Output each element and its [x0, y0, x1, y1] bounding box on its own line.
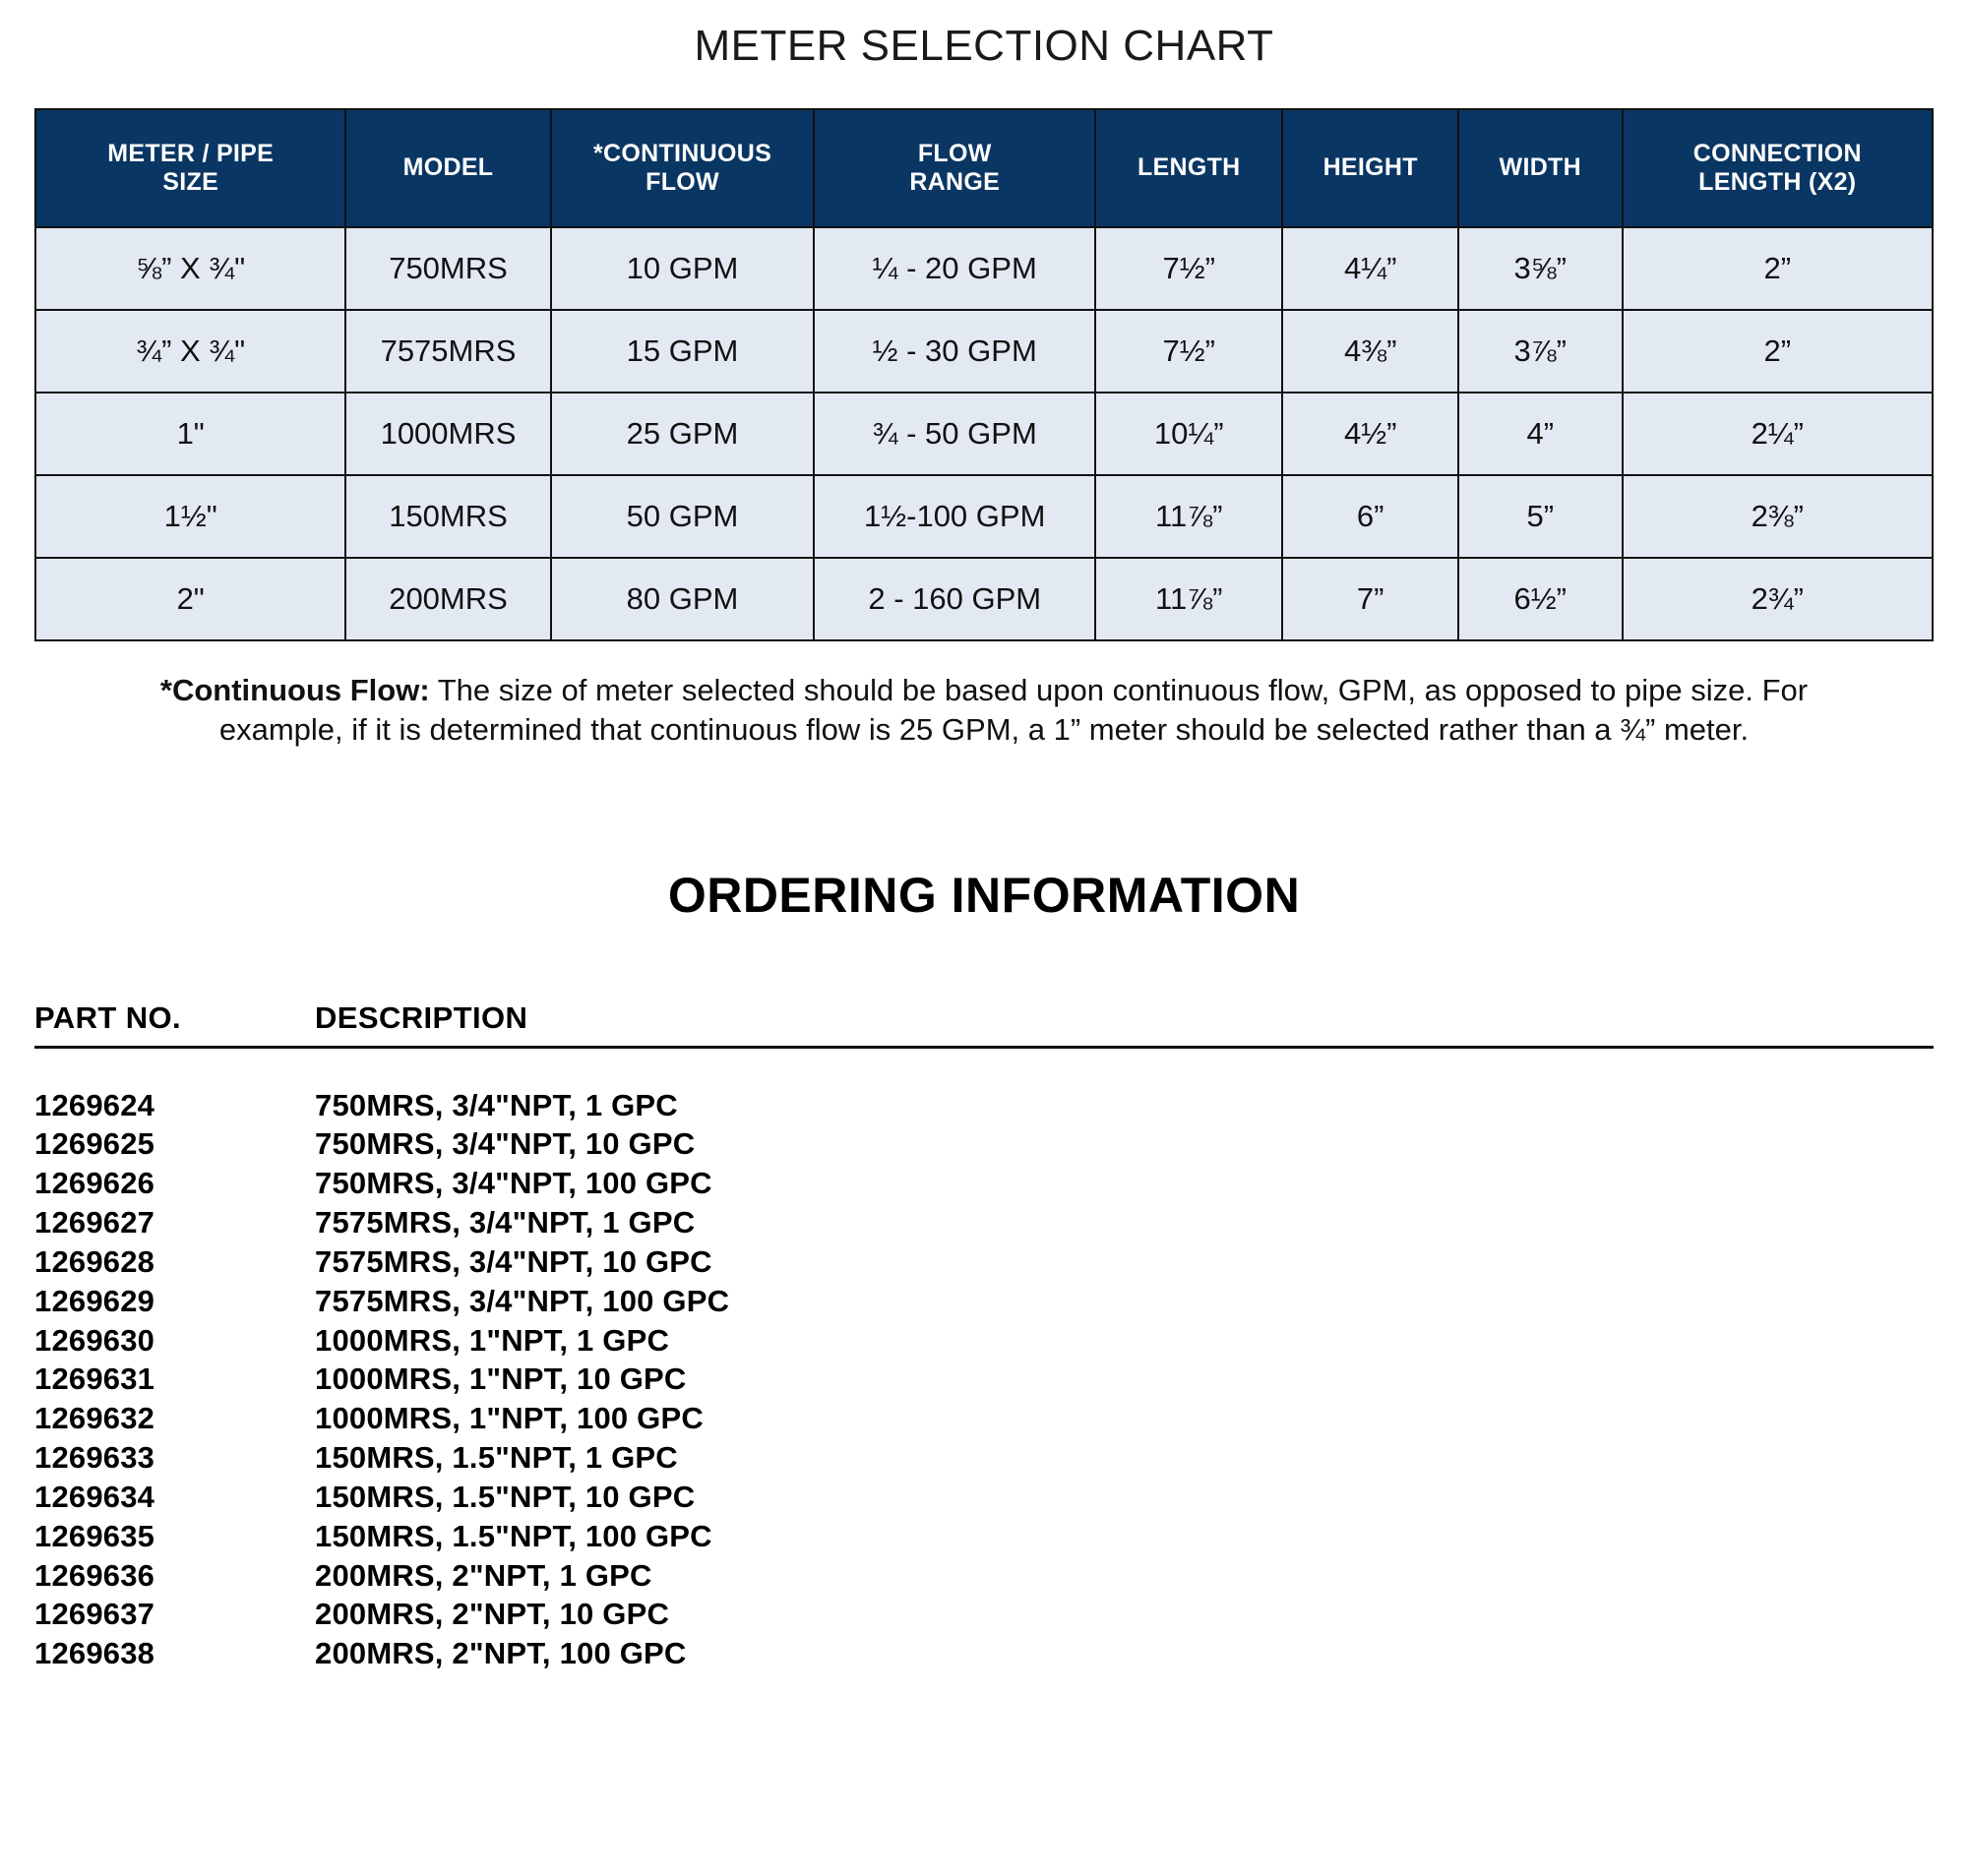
part-number: 1269635: [34, 1518, 155, 1553]
ordering-information-title: ORDERING INFORMATION: [667, 867, 1301, 923]
ordering-header-divider: [34, 1046, 1934, 1049]
cell-length: 11⅞”: [1095, 475, 1282, 558]
column-header-continuous-flow: [551, 109, 815, 227]
part-description: 1000MRS, 1"NPT, 10 GPC: [315, 1362, 687, 1397]
part-number: 1269638: [34, 1636, 155, 1671]
cell-size: 1": [35, 393, 345, 475]
part-number: 1269626: [34, 1166, 155, 1201]
header-line-2: SIZE: [162, 168, 219, 196]
cell-size: ¾” X ¾": [35, 310, 345, 393]
cell-length: 7½”: [1095, 310, 1282, 393]
part-number: 1269630: [34, 1322, 155, 1358]
column-header-height: [1282, 109, 1458, 227]
table-row: [35, 475, 1933, 558]
part-description: 750MRS, 3/4"NPT, 10 GPC: [315, 1126, 696, 1162]
part-number: 1269637: [34, 1597, 155, 1632]
header-line-1: HEIGHT: [1322, 153, 1418, 182]
continuous-flow-footnote: [148, 671, 1820, 751]
ordering-list: [34, 1086, 1968, 1673]
table-row: [35, 393, 1933, 475]
part-description: 1000MRS, 1"NPT, 1 GPC: [315, 1322, 670, 1358]
cell-model: 750MRS: [345, 227, 550, 310]
column-header-part-no: PART NO.: [34, 999, 182, 1035]
part-number: 1269633: [34, 1440, 155, 1476]
column-header-width: [1458, 109, 1623, 227]
list-item: [34, 1164, 1968, 1203]
header-line-2: FLOW: [646, 168, 719, 196]
part-number: 1269629: [34, 1283, 155, 1318]
header-line-1: LENGTH: [1137, 153, 1241, 182]
cell-width: 3⅝”: [1458, 227, 1623, 310]
cell-flow-range: 1½-100 GPM: [814, 475, 1095, 558]
cell-height: 6”: [1282, 475, 1458, 558]
cell-size: 1½": [35, 475, 345, 558]
cell-flow-range: ¼ - 20 GPM: [814, 227, 1095, 310]
list-item: [34, 1282, 1968, 1321]
list-item: [34, 1634, 1968, 1673]
cell-width: 6½”: [1458, 558, 1623, 640]
cell-height: 7”: [1282, 558, 1458, 640]
cell-continuous-flow: 10 GPM: [551, 227, 815, 310]
cell-connection-length: 2⅜”: [1623, 475, 1933, 558]
part-number: 1269628: [34, 1243, 155, 1279]
part-description: 150MRS, 1.5"NPT, 10 GPC: [315, 1479, 696, 1514]
part-description: 200MRS, 2"NPT, 10 GPC: [315, 1597, 670, 1632]
part-description: 200MRS, 2"NPT, 100 GPC: [315, 1636, 687, 1671]
cell-model: 200MRS: [345, 558, 550, 640]
cell-connection-length: 2”: [1623, 310, 1933, 393]
header-line-2: LENGTH (X2): [1698, 168, 1857, 196]
part-number: 1269632: [34, 1401, 155, 1436]
column-header-meter-pipe-size: [35, 109, 345, 227]
footnote-label: *Continuous Flow:: [159, 673, 430, 707]
column-header-flow-range: [814, 109, 1095, 227]
header-line-2: RANGE: [909, 168, 1001, 196]
cell-length: 11⅞”: [1095, 558, 1282, 640]
cell-length: 7½”: [1095, 227, 1282, 310]
part-description: 750MRS, 3/4"NPT, 100 GPC: [315, 1166, 712, 1201]
column-header-description: DESCRIPTION: [315, 999, 528, 1035]
cell-flow-range: ¾ - 50 GPM: [814, 393, 1095, 475]
cell-connection-length: 2¼”: [1623, 393, 1933, 475]
list-item: [34, 1399, 1968, 1438]
cell-model: 1000MRS: [345, 393, 550, 475]
cell-model: 150MRS: [345, 475, 550, 558]
cell-continuous-flow: 25 GPM: [551, 393, 815, 475]
header-line-1: WIDTH: [1499, 153, 1581, 182]
part-description: 7575MRS, 3/4"NPT, 1 GPC: [315, 1205, 696, 1241]
cell-size: ⅝” X ¾": [35, 227, 345, 310]
list-item: [34, 1086, 1968, 1125]
header-line-1: FLOW: [917, 139, 992, 167]
list-item: [34, 1242, 1968, 1282]
part-description: 7575MRS, 3/4"NPT, 10 GPC: [315, 1243, 712, 1279]
meter-selection-table: [34, 108, 1934, 641]
footnote-text: The size of meter selected should be based upon continuous flow, GPM, as opposed to pipe size. For example, if it is determined that continuous flow is 25 GPM, a 1” meter should be selected rather than a ¾” meter.: [218, 673, 1809, 748]
header-line-1: CONNECTION: [1692, 139, 1862, 167]
part-description: 150MRS, 1.5"NPT, 1 GPC: [315, 1440, 678, 1476]
part-description: 200MRS, 2"NPT, 1 GPC: [315, 1557, 652, 1593]
cell-continuous-flow: 15 GPM: [551, 310, 815, 393]
cell-width: 3⅞”: [1458, 310, 1623, 393]
list-item: [34, 1595, 1968, 1634]
part-number: 1269625: [34, 1126, 155, 1162]
cell-size: 2": [35, 558, 345, 640]
list-item: [34, 1556, 1968, 1596]
cell-connection-length: 2”: [1623, 227, 1933, 310]
list-item: [34, 1517, 1968, 1556]
page-title: METER SELECTION CHART: [694, 22, 1274, 70]
cell-height: 4¼”: [1282, 227, 1458, 310]
list-item: [34, 1478, 1968, 1517]
part-description: 750MRS, 3/4"NPT, 1 GPC: [315, 1087, 678, 1122]
part-description: 1000MRS, 1"NPT, 100 GPC: [315, 1401, 704, 1436]
cell-width: 4”: [1458, 393, 1623, 475]
list-item: [34, 1360, 1968, 1399]
list-item: [34, 1124, 1968, 1164]
cell-length: 10¼”: [1095, 393, 1282, 475]
table-row: [35, 558, 1933, 640]
meter-table-body: [35, 227, 1933, 640]
ordering-table-header: [34, 1000, 1968, 1036]
cell-width: 5”: [1458, 475, 1623, 558]
cell-flow-range: ½ - 30 GPM: [814, 310, 1095, 393]
meter-selection-table-container: [34, 108, 1934, 641]
header-line-1: *CONTINUOUS: [592, 139, 772, 167]
part-description: 150MRS, 1.5"NPT, 100 GPC: [315, 1518, 712, 1553]
cell-flow-range: 2 - 160 GPM: [814, 558, 1095, 640]
part-number: 1269636: [34, 1557, 155, 1593]
cell-continuous-flow: 50 GPM: [551, 475, 815, 558]
cell-height: 4½”: [1282, 393, 1458, 475]
list-item: [34, 1438, 1968, 1478]
part-number: 1269627: [34, 1205, 155, 1241]
list-item: [34, 1203, 1968, 1242]
part-number: 1269624: [34, 1087, 155, 1122]
cell-height: 4⅜”: [1282, 310, 1458, 393]
column-header-model: [345, 109, 550, 227]
column-header-connection-length: [1623, 109, 1933, 227]
part-number: 1269634: [34, 1479, 155, 1514]
cell-connection-length: 2¾”: [1623, 558, 1933, 640]
part-number: 1269631: [34, 1362, 155, 1397]
cell-continuous-flow: 80 GPM: [551, 558, 815, 640]
header-line-1: METER / PIPE: [107, 139, 275, 167]
table-row: [35, 227, 1933, 310]
column-header-length: [1095, 109, 1282, 227]
list-item: [34, 1321, 1968, 1361]
cell-model: 7575MRS: [345, 310, 550, 393]
table-header-row: [35, 109, 1933, 227]
header-line-1: MODEL: [402, 153, 494, 182]
part-description: 7575MRS, 3/4"NPT, 100 GPC: [315, 1283, 730, 1318]
table-row: [35, 310, 1933, 393]
